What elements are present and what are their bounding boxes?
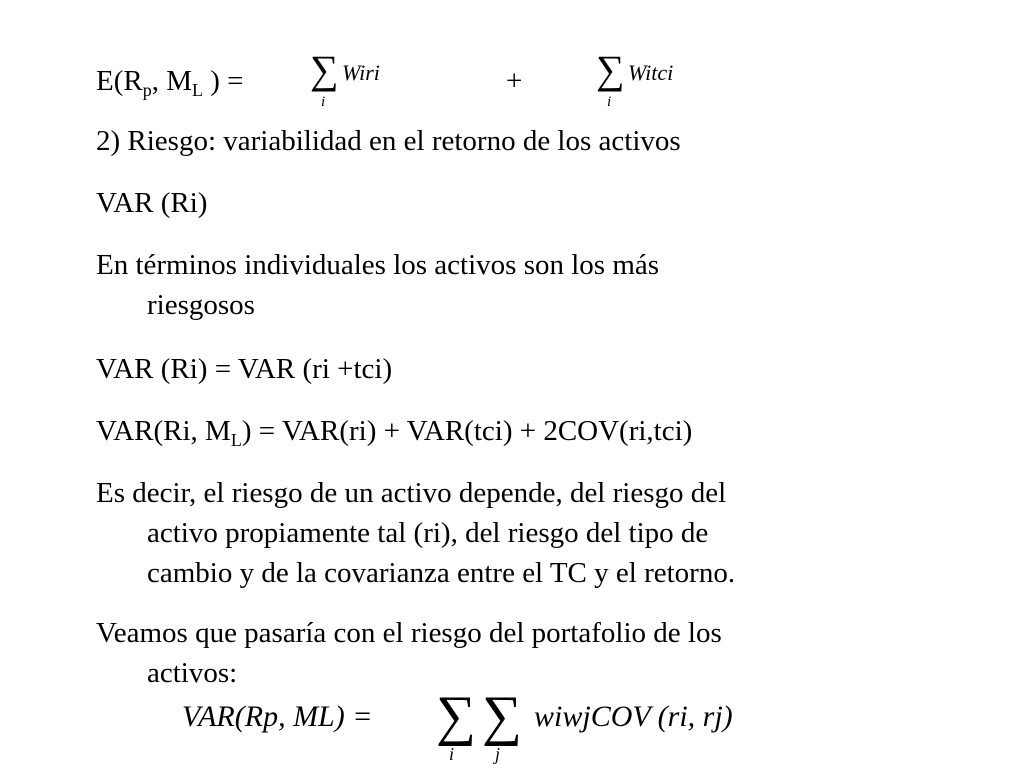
veamos-line-2: activos: <box>147 657 238 689</box>
sum-symbol-2: ∑ <box>596 47 625 92</box>
var-equation-line: VAR (Ri) = VAR (ri +tci) <box>96 353 393 385</box>
subscript-l: L <box>192 80 204 100</box>
subscript-l-2: L <box>230 430 242 450</box>
var-ri-line: VAR (Ri) <box>96 187 208 219</box>
sum-symbol-i: ∑ <box>436 685 476 747</box>
sum-index-2: i <box>607 94 612 110</box>
var-ml-line: VAR(Ri, $M_L) = VAR(ri) + VAR(tci) + 2COV(ri,tci)$ <box>96 415 693 450</box>
individual-line-1: En términos individuales los activos son los más <box>96 249 660 281</box>
portfolio-variance-lhs: VAR(Rp, ML) = <box>182 700 373 733</box>
veamos-line-1: Veamos que pasaría con el riesgo del portafolio de los <box>96 617 722 649</box>
subscript-p: p <box>142 80 152 100</box>
individual-line-2: riesgosos <box>147 289 255 321</box>
sum-symbol-j: ∑ <box>482 685 522 747</box>
sum-index-j: j <box>495 744 501 764</box>
sum-term-witci: Witci <box>628 60 674 85</box>
decir-line-2: activo propiamente tal (ri), del riesgo del tipo de <box>147 517 709 549</box>
sum-symbol-1: ∑ <box>310 47 339 92</box>
sum-term-wiri: Wiri <box>342 60 380 85</box>
decir-line-1: Es decir, el riesgo de un activo depende, del riesgo del <box>96 477 727 509</box>
decir-line-3: cambio y de la covarianza entre el TC y el retorno. <box>147 557 736 589</box>
expected-return-lhs: $E(R_p$, $M_L$ ) = <box>96 65 244 100</box>
sum-index-1: i <box>321 94 326 110</box>
portfolio-variance-rhs: wiwjCOV (ri, rj) <box>534 700 733 733</box>
riesgo-line: 2) Riesgo: variabilidad en el retorno de los activos <box>96 125 681 157</box>
plus-sign: + <box>506 65 523 97</box>
sum-index-i: i <box>449 744 455 764</box>
